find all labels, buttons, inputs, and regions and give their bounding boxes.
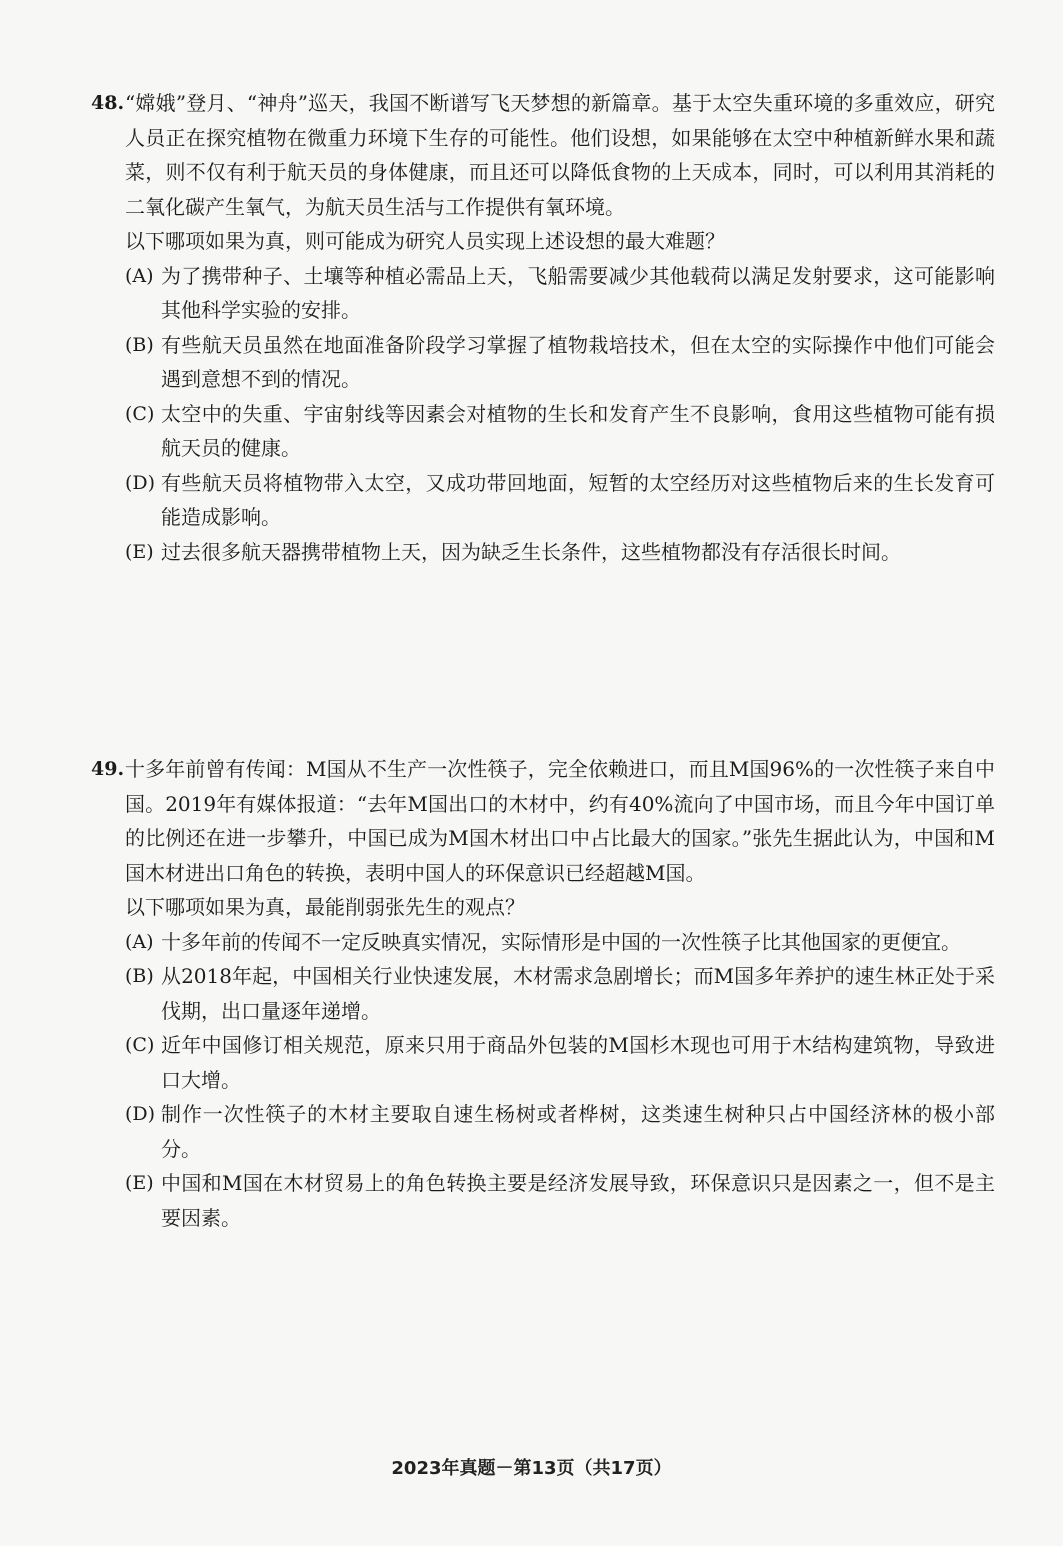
option-text: 从2018年起，中国相关行业快速发展，木材需求急剧增长；而M国多年养护的速生林正处于采伐期，出口量逐年递增。	[161, 964, 995, 1023]
option-letter: (D)	[125, 471, 156, 494]
option-text: 为了携带种子、土壤等种植必需品上天，飞船需要减少其他载荷以满足发射要求，这可能影响其他科学实验的安排。	[161, 263, 995, 322]
question-stem-text: 十多年前曾有传闻：M国从不生产一次性筷子，完全依赖进口，而且M国96%的一次性筷子来自中国。2019年有媒体报道：“去年M国出口的木材中，约有40%流向了中国市场，而且今年中国订单的比例还在进一步攀升，中国已成为M国木材出口中占比最大的国家。”张先生据此认为，中国和M国木材进出口角色的转换，表明中国人的环保意识已经超越M国。	[125, 757, 995, 885]
option-text: 中国和M国在木材贸易上的角色转换主要是经济发展导致，环保意识只是因素之一，但不是主要因素。	[161, 1171, 995, 1230]
option-text: 近年中国修订相关规范，原来只用于商品外包装的M国杉木现也可用于木结构建筑物，导致进口大增。	[161, 1033, 995, 1092]
option-text: 十多年前的传闻不一定反映真实情况，实际情形是中国的一次性筷子比其他国家的更便宜。	[161, 929, 961, 954]
question-number: 49.	[91, 758, 125, 780]
question-stem	[91, 752, 995, 890]
option-d	[125, 466, 995, 535]
question-stem	[91, 86, 995, 224]
option-text: 有些航天员虽然在地面准备阶段学习掌握了植物栽培技术，但在太空的实际操作中他们可能会遇到意想不到的情况。	[161, 332, 995, 391]
option-letter: (E)	[125, 1172, 154, 1194]
option-letter: (A)	[125, 930, 154, 953]
option-c	[125, 1028, 995, 1097]
option-letter: (A)	[125, 264, 154, 287]
option-letter: (C)	[125, 1034, 155, 1056]
question-prompt: 以下哪项如果为真，最能削弱张先生的观点？	[125, 895, 525, 919]
option-d	[125, 1097, 995, 1166]
option-letter: (E)	[125, 540, 154, 563]
question-prompt: 以下哪项如果为真，则可能成为研究人员实现上述设想的最大难题？	[125, 229, 725, 253]
option-a	[125, 259, 995, 328]
question-stem-text: “嫦娥”登月、“神舟”巡天，我国不断谱写飞天梦想的新篇章。基于太空失重环境的多重效应，研究人员正在探究植物在微重力环境下生存的可能性。他们设想，如果能够在太空中种植新鲜水果和蔬菜，则不仅有利于航天员的身体健康，而且还可以降低食物的上天成本，同时，可以利用其消耗的二氧化碳产生氧气，为航天员生活与工作提供有氧环境。	[125, 91, 995, 219]
option-text: 有些航天员将植物带入太空，又成功带回地面，短暂的太空经历对这些植物后来的生长发育可能造成影响。	[161, 470, 995, 529]
option-text: 制作一次性筷子的木材主要取自速生杨树或者桦树，这类速生树种只占中国经济林的极小部分。	[161, 1102, 995, 1161]
option-letter: (B)	[125, 333, 154, 356]
option-text: 太空中的失重、宇宙射线等因素会对植物的生长和发育产生不良影响，食用这些植物可能有损航天员的健康。	[161, 401, 995, 460]
option-b	[125, 959, 995, 1028]
option-letter: (D)	[125, 1103, 156, 1125]
option-text: 过去很多航天器携带植物上天，因为缺乏生长条件，这些植物都没有存活很长时间。	[161, 539, 901, 564]
option-c	[125, 397, 995, 466]
question-48	[0, 86, 1063, 569]
question-49	[0, 752, 1063, 1235]
option-letter: (B)	[125, 965, 154, 987]
option-b	[125, 328, 995, 397]
option-letter: (C)	[125, 402, 155, 425]
question-number: 48.	[91, 92, 125, 114]
page-footer: 2023年真题－第13页（共17页）	[391, 1458, 672, 1479]
option-e	[125, 1166, 995, 1235]
option-a	[125, 925, 995, 960]
option-e	[125, 535, 995, 570]
